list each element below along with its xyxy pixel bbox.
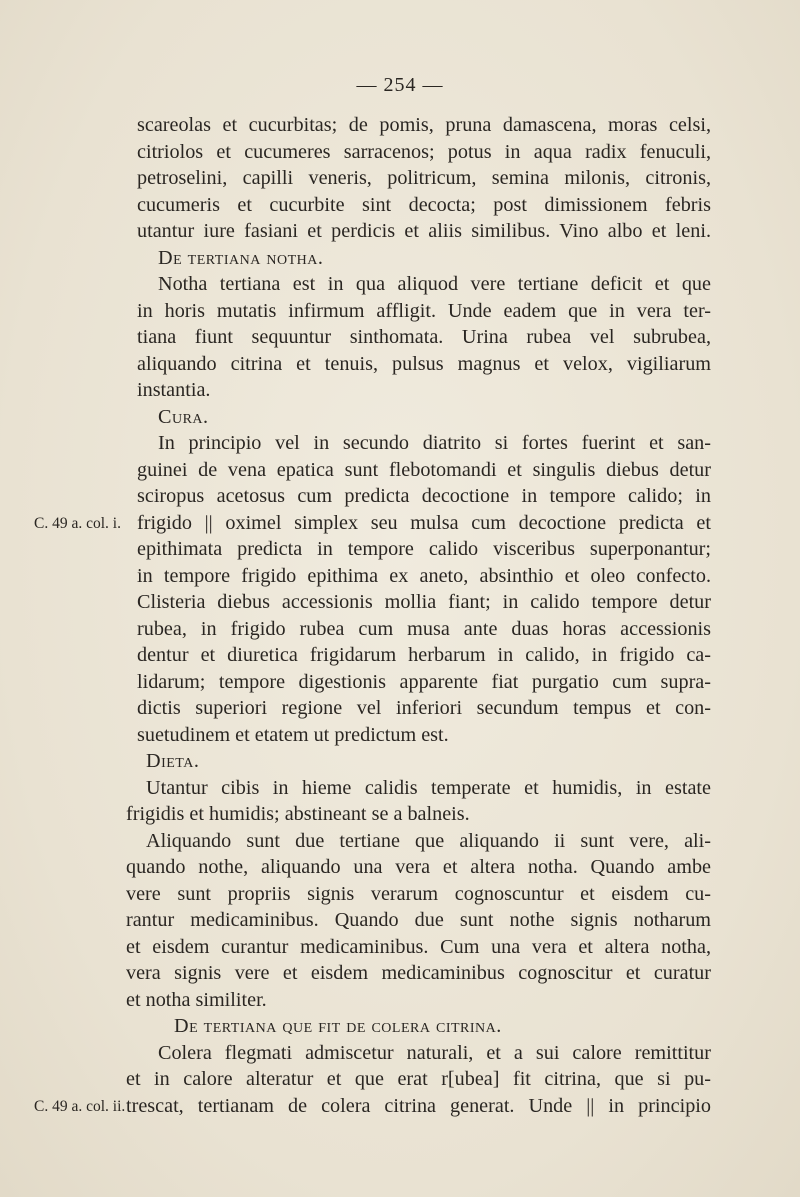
text-line: suetudinem et etatem ut predictum est. (137, 723, 449, 746)
text-line: vera signis vere et eisdem medicaminibus cognoscitur et curatur (126, 962, 711, 984)
text-line: quando nothe, aliquando una vera et altera notha. Quando ambe (126, 856, 711, 878)
text-line: in horis mutatis infirmum affligit. Unde eadem que in vera ter- (137, 299, 711, 322)
text-line: frigido || oximel simplex seu mulsa cum decoctione predicta et (137, 511, 711, 534)
margin-note: C. 49 a. col. i. (34, 514, 121, 532)
text-line: et in calore alteratur et que erat r[ubea] fit citrina, que si pu- (126, 1068, 711, 1090)
section-heading: Dieta. (146, 750, 200, 772)
text-line: Clisteria diebus accessionis mollia fiant; in calido tempore detur (137, 591, 711, 613)
text-line: rantur medicaminibus. Quando due sunt nothe signis notharum (126, 909, 711, 931)
text-line: et notha similiter. (126, 988, 267, 1011)
text-line: utantur iure fasiani et perdicis et aliis similibus. Vino albo et leni. (137, 220, 711, 242)
text-line: citriolos et cucumeres sarracenos; potus in aqua radix fenuculi, (137, 140, 711, 163)
text-line: Aliquando sunt due tertiane que aliquando ii sunt vere, ali- (146, 829, 711, 852)
section-heading: De tertiana que fit de colera citrina. (174, 1015, 502, 1037)
section-heading: Cura. (158, 405, 209, 428)
text-line: vere sunt propriis signis verarum cognoscuntur et eisdem cu- (126, 882, 711, 905)
body-text (126, 112, 711, 1119)
text-line: aliquando citrina et tenuis, pulsus magnus et velox, vigiliarum (137, 352, 711, 375)
text-line: rubea, in frigido rubea cum musa ante duas horas accessionis (137, 617, 711, 640)
text-line: epithimata predicta in tempore calido visceribus superponantur; (137, 538, 711, 560)
text-line: et eisdem curantur medicaminibus. Cum una vera et altera notha, (126, 935, 711, 958)
text-line: lidarum; tempore digestionis apparente fiat purgatio cum supra- (137, 670, 711, 693)
text-line: in tempore frigido epithima ex aneto, absinthio et oleo confecto. (137, 564, 711, 587)
text-line: Notha tertiana est in qua aliquod vere tertiane deficit et que (158, 273, 711, 295)
text-line: tiana fiunt sequuntur sinthomata. Urina rubea vel subrubea, (137, 326, 711, 348)
text-line: sciropus acetosus cum predicta decoctione in tempore calido; in (137, 485, 711, 507)
text-line: scareolas et cucurbitas; de pomis, pruna damascena, moras celsi, (137, 114, 711, 136)
text-line: instantia. (137, 379, 211, 401)
section-heading: De tertiana notha. (158, 246, 324, 269)
text-line: trescat, tertianam de colera citrina generat. Unde || in principio (126, 1094, 711, 1117)
text-line: petroselini, capilli veneris, politricum, semina milonis, citronis, (137, 167, 711, 189)
text-line: Colera flegmati admiscetur naturali, et a sui calore remittitur (158, 1041, 711, 1064)
text-line: dentur et diuretica frigidarum herbarum in calido, in frigido ca- (137, 644, 711, 666)
page-number: — 254 — (356, 74, 444, 96)
text-line: Utantur cibis in hieme calidis temperate et humidis, in estate (146, 776, 711, 799)
text-line: dictis superiori regione vel inferiori secundum tempus et con- (137, 697, 711, 719)
margin-note: C. 49 a. col. ii. (34, 1097, 126, 1115)
text-line: In principio vel in secundo diatrito si fortes fuerint et san- (158, 432, 711, 454)
text-line: guinei de vena epatica sunt flebotomandi et singulis diebus detur (137, 458, 711, 481)
text-line: frigidis et humidis; abstineant se a balneis. (126, 803, 470, 825)
text-line: cucumeris et cucurbite sint decocta; post dimissionem febris (137, 193, 711, 216)
